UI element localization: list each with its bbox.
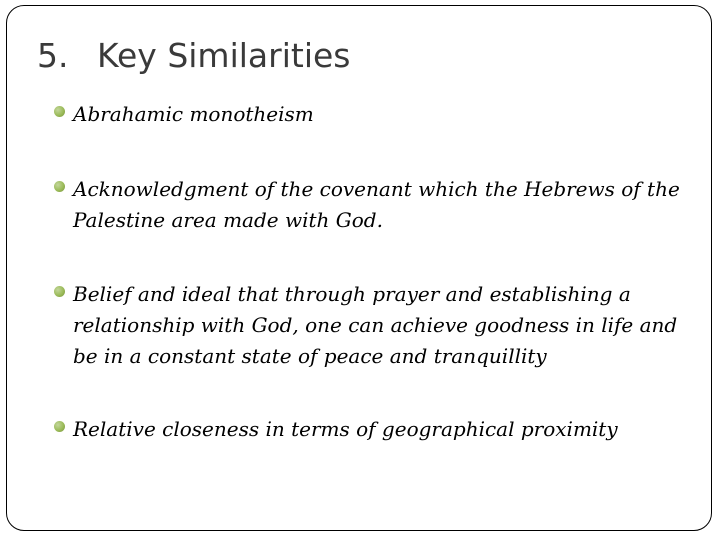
slide-frame	[6, 5, 712, 531]
bullet-item	[54, 174, 694, 236]
bullet-text: Relative closeness in terms of geographical proximity	[73, 417, 618, 441]
slide-title-text: Key Similarities	[97, 36, 351, 75]
bullet-dot-icon	[54, 181, 65, 192]
slide-title-number: 5.	[37, 36, 69, 75]
bullet-text: Abrahamic monotheism	[73, 102, 314, 126]
bullet-text: Belief and ideal that through prayer and establishing a relationship with God, one can achieve goodness in life and be in a constant state of peace and tranquillity	[73, 282, 678, 368]
bullet-dot-icon	[54, 286, 65, 297]
bullet-text: Acknowledgment of the covenant which the Hebrews of the Palestine area made with God.	[73, 177, 680, 232]
bullet-dot-icon	[54, 421, 65, 432]
slide-title	[37, 36, 350, 76]
bullet-item	[54, 99, 694, 130]
bullet-dot-icon	[54, 106, 65, 117]
bullet-item	[54, 414, 694, 445]
bullet-item	[54, 279, 694, 372]
